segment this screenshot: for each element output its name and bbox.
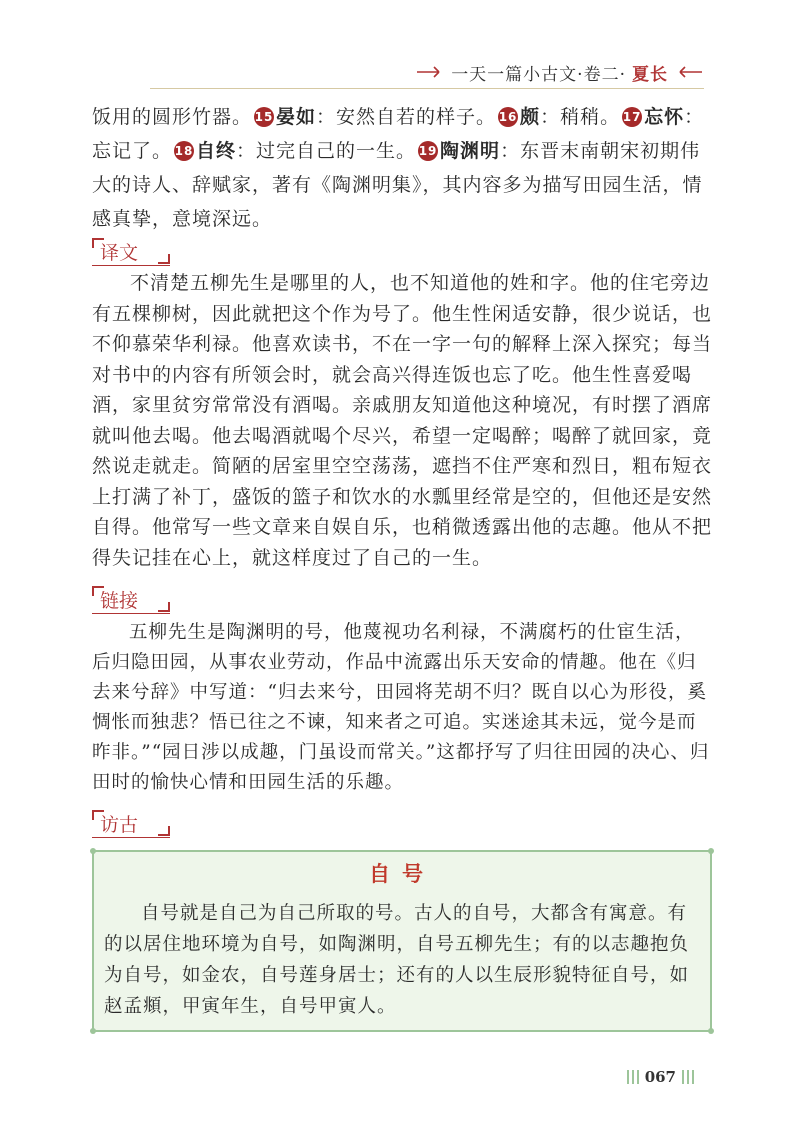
section-heading-translation: 译文 bbox=[92, 236, 170, 266]
section-heading-visit: 访古 bbox=[92, 808, 170, 838]
info-box-paragraph: 自号就是自己为自己所取的号。古人的自号，大都含有寓意。有的以居住地环境为自号，如陶渊明，自号五柳先生；有的以志趣抱负为自号，如金农，自号莲身居士；还有的人以生辰形貌特征自号，如赵孟頫，甲寅年生，自号甲寅人。 bbox=[104, 903, 690, 1017]
note-term: 颇 bbox=[520, 106, 541, 128]
note-number-badge: 16 bbox=[498, 107, 518, 127]
note-number-badge: 15 bbox=[254, 107, 274, 127]
note-number-badge: 18 bbox=[174, 141, 194, 161]
note-continuation: 饭用的圆形竹器。 bbox=[92, 106, 253, 128]
info-box bbox=[92, 850, 712, 1032]
header-rule bbox=[150, 88, 704, 89]
note-term: 自终 bbox=[196, 140, 237, 162]
note-definition: ：东晋末南朝宋初期伟大的诗人、辞赋家，著有《陶渊明集》，其内容多为描写田园生活，情感真挚，意境深远。 bbox=[92, 140, 703, 230]
header-ornament-right-icon bbox=[674, 64, 704, 80]
box-corner-dot bbox=[708, 1028, 714, 1034]
book-title: 一天一篇小古文·卷二· bbox=[451, 64, 626, 85]
note-definition: ：安然自若的样子。 bbox=[316, 106, 497, 128]
header-ornament-left-icon bbox=[415, 64, 445, 80]
info-box-title: 自号 bbox=[369, 861, 435, 886]
note-number-badge: 17 bbox=[622, 107, 642, 127]
note-term: 忘怀 bbox=[644, 106, 685, 128]
page-folio bbox=[627, 1068, 694, 1086]
section-heading-link: 链接 bbox=[92, 584, 170, 614]
note-definition: ：过完自己的一生。 bbox=[236, 140, 417, 162]
folio-bars-right-icon bbox=[682, 1070, 694, 1084]
link-paragraph: 五柳先生是陶渊明的号，他蔑视功名利禄，不满腐朽的仕宦生活，后归隐田园，从事农业劳动，作品中流露出乐天安命的情趣。他在《归去来兮辞》中写道：“归去来兮，田园将芜胡不归？既自以心为形役，奚惆怅而独悲？悟已往之不谏，知来者之可追。实迷途其未远，觉今是而昨非。”“园日涉以成趣，门虽设而常关。”这都抒写了归往田园的决心、归田时的愉快心情和田园生活的乐趣。 bbox=[92, 622, 710, 793]
box-corner-dot bbox=[90, 848, 96, 854]
note-definition: ：忘记了。 bbox=[92, 106, 705, 162]
season-label: 夏长 bbox=[632, 64, 668, 85]
info-box-text bbox=[104, 898, 700, 1022]
box-corner-dot bbox=[90, 1028, 96, 1034]
link-text bbox=[92, 618, 712, 798]
translation-text bbox=[92, 268, 712, 573]
page-number: 067 bbox=[644, 1068, 676, 1086]
note-term: 晏如 bbox=[276, 106, 317, 128]
folio-bars-left-icon bbox=[627, 1070, 639, 1084]
annotation-notes bbox=[92, 100, 712, 236]
box-corner-dot bbox=[708, 848, 714, 854]
note-definition: ：稍稍。 bbox=[540, 106, 621, 128]
note-number-badge: 19 bbox=[418, 141, 438, 161]
translation-paragraph: 不清楚五柳先生是哪里的人，也不知道他的姓和字。他的住宅旁边有五棵柳树，因此就把这个作为号了。他生性闲适安静，很少说话，也不仰慕荣华利禄。他喜欢读书，不在一字一句的解释上深入探究；每当对书中的内容有所领会时，就会高兴得连饭也忘了吃。他生性喜爱喝酒，家里贫穷常常没有酒喝。亲戚朋友知道他这种境况，有时摆了酒席就叫他去喝。他去喝酒就喝个尽兴，希望一定喝醉；喝醉了就回家，竟然说走就走。简陋的居室里空空荡荡，遮挡不住严寒和烈日，粗布短衣上打满了补丁，盛饭的篮子和饮水的水瓢里经常是空的，但他还是安然自得。他常写一些文章来自娱自乐，也稍微透露出他的志趣。他从不把得失记挂在心上，就这样度过了自己的一生。 bbox=[92, 272, 713, 569]
note-term: 陶渊明 bbox=[440, 140, 501, 162]
running-header bbox=[415, 56, 704, 88]
